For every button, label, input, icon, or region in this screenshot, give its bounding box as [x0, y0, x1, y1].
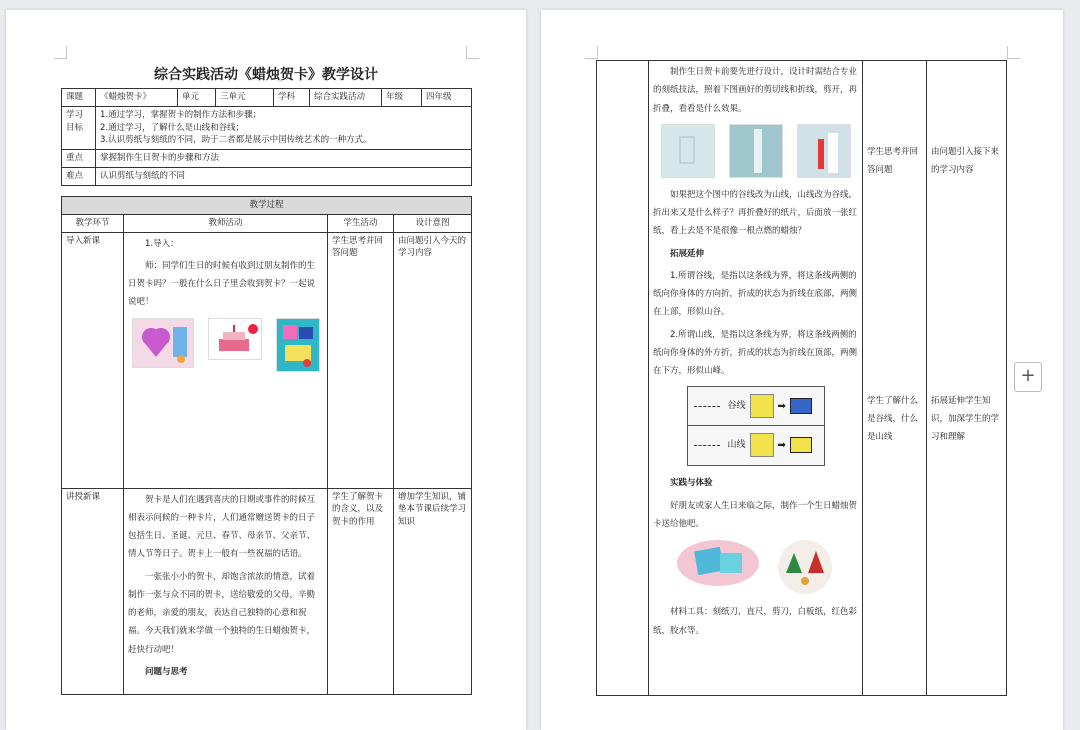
- teacher-text: 1.导入：: [145, 238, 179, 249]
- margin-mark: [585, 46, 598, 59]
- subject-value: 综合实践活动: [310, 89, 382, 107]
- finished-card-image: [774, 539, 836, 595]
- unit-label: 单元: [178, 89, 216, 107]
- info-table: [61, 88, 472, 186]
- teacher-text: 如果把这个图中的谷线改为山线，山线改为谷线，折出来又是什么样子？再折叠好的纸片，后面放一张红纸，看上去是不是很像一根点燃的蜡烛？: [653, 189, 858, 237]
- student-activity-cell: 学生思考并回答问题: [328, 232, 394, 488]
- teacher-activity-cell: [124, 232, 328, 488]
- stage-cell: 导入新课: [62, 232, 124, 488]
- design-intent-cell: 增加学生知识，铺垫本节课后续学习知识: [394, 488, 472, 694]
- student-activity-cell: 学生了解贺卡的含义，以及贺卡的作用: [328, 488, 394, 694]
- topic-value: 《蜡烛贺卡》: [96, 89, 178, 107]
- goals-label: 学习目标: [62, 106, 96, 149]
- process-table-continued: [596, 60, 1007, 696]
- document-title: 综合实践活动《蜡烛贺卡》教学设计: [154, 67, 378, 83]
- subject-label: 学科: [274, 89, 310, 107]
- fold-line-diagram: 谷线 ➡ 山线 ➡: [687, 386, 825, 466]
- topic-label: 课题: [62, 89, 96, 107]
- finished-card-image: [676, 539, 760, 587]
- teacher-text: 一张张小小的贺卡，却饱含浓浓的情意，试着制作一张与众不同的贺卡，送给敬爱的父母，辛勤的老师，亲爱的朋友，表达自己独特的心意和祝福。今天我们就来学做一个独特的生日蜡烛贺卡，赶快行动吧！: [128, 571, 316, 655]
- column-header: 学生活动: [328, 214, 394, 232]
- heart-card-image: [132, 318, 194, 368]
- document-page-1: [6, 10, 526, 730]
- cake-card-image: [208, 318, 262, 360]
- goal-item: 2.通过学习，了解什么是山线和谷线；: [100, 122, 245, 133]
- teacher-text: 好朋友或家人生日来临之际，制作一个生日蜡烛贺卡送给他吧。: [653, 500, 858, 529]
- teacher-text: 贺卡是人们在遇到喜庆的日期或事件的时候互相表示问候的一种卡片，人们通常赠送贺卡的日子包括生日、圣诞、元旦、春节、母亲节、父亲节、情人节等日子。贺卡上一般有一些祝福的话语。: [128, 494, 316, 560]
- grade-label: 年级: [382, 89, 422, 107]
- student-text: 学生了解什么是谷线，什么是山线: [867, 395, 919, 443]
- goals-cell: [96, 106, 472, 149]
- section-title: 教学过程: [62, 197, 472, 215]
- margin-mark: [54, 46, 67, 59]
- grade-value: 四年级: [422, 89, 472, 107]
- mountain-line-label: 山线: [727, 439, 746, 450]
- goal-item: 1.通过学习，掌握贺卡的制作方法和步骤；: [100, 109, 262, 120]
- teacher-activity-cell: [649, 61, 863, 696]
- valley-line-label: 谷线: [727, 400, 746, 411]
- colorful-card-image: [276, 318, 320, 372]
- teacher-text: 制作生日贺卡前要先进行设计，设计时需结合专业的刻纸技法，照着下图画好的剪切线和折线，剪开，再折叠，看看是什么效果。: [653, 67, 858, 114]
- design-intent-cell: 由问题引入今天的学习内容: [394, 232, 472, 488]
- teacher-text: 1.所谓谷线，是指以这条线为界，将这条线两侧的纸向你身体的方向折，折成的状态为折线在底部，两侧在上部，形似山谷。: [653, 270, 858, 318]
- process-table: [61, 196, 472, 695]
- column-header: 教学环节: [62, 214, 124, 232]
- card-images: [128, 318, 323, 372]
- design-intent-cell: [927, 61, 1007, 696]
- key-value: 掌握制作生日贺卡的步骤和方法: [96, 150, 472, 168]
- teacher-text: 2.所谓山线，是指以这条线为界，将这条线两侧的纸向你身体的外方折，折成的状态为折线在顶部，两侧在下方，形似山峰。: [653, 329, 858, 377]
- fold-step-image: [797, 124, 851, 178]
- column-header: 教师活动: [124, 214, 328, 232]
- goal-item: 3.认识剪纸与刻纸的不同，助于二者都是展示中国传统艺术的一种方式。: [100, 135, 372, 146]
- stage-cell: [597, 61, 649, 696]
- teacher-activity-cell: [124, 488, 328, 694]
- intent-text: 由问题引入接下来的学习内容: [931, 147, 1000, 176]
- teacher-text: 师：同学们生日的时候有收到过朋友制作的生日贺卡吗？一般在什么日子里会收到贺卡？一起说说吧！: [128, 260, 316, 308]
- section-heading: 拓展延伸: [670, 248, 705, 259]
- unit-value: 三单元: [216, 89, 274, 107]
- paper-fold-images: [653, 124, 858, 178]
- teacher-text: 材料工具：刻纸刀，直尺，剪刀，白板纸，红色彩纸，胶水等。: [653, 607, 858, 636]
- section-heading: 问题与思考: [145, 666, 188, 677]
- key-label: 重点: [62, 150, 96, 168]
- student-text: 学生思考并回答问题: [867, 147, 919, 176]
- document-page-2: [541, 10, 1063, 730]
- add-page-button[interactable]: +: [1014, 362, 1042, 392]
- difficulty-label: 难点: [62, 167, 96, 185]
- stage-cell: 讲授新课: [62, 488, 124, 694]
- margin-mark: [1007, 46, 1020, 59]
- section-heading: 实践与体验: [670, 478, 713, 489]
- intent-text: 拓展延伸学生知识，加深学生的学习和理解: [931, 395, 1000, 443]
- column-header: 设计意图: [394, 214, 472, 232]
- fold-step-image: [661, 124, 715, 178]
- margin-mark: [466, 46, 479, 59]
- fold-step-image: [729, 124, 783, 178]
- difficulty-value: 认识剪纸与刻纸的不同: [96, 167, 472, 185]
- student-activity-cell: [863, 61, 927, 696]
- finished-card-images: [653, 539, 858, 595]
